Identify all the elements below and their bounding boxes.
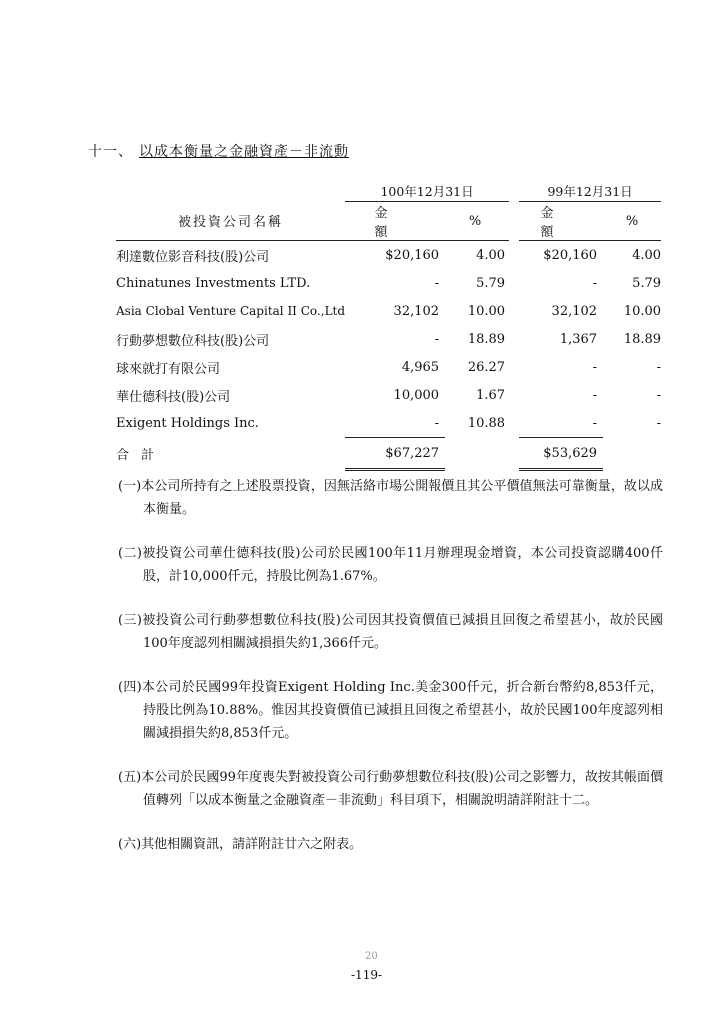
year-header-2011: 100年12月31日 xyxy=(345,181,509,202)
table-row xyxy=(116,381,661,409)
total-amount-2011: $67,227 xyxy=(345,438,445,470)
year-header-2010: 99年12月31日 xyxy=(519,181,661,202)
total-amount-2010: $53,629 xyxy=(519,438,603,470)
table-row xyxy=(116,409,661,438)
amount-2010: 1,367 xyxy=(559,331,598,347)
company-name: 華仕德科技(股)公司 xyxy=(116,389,231,405)
section-heading xyxy=(88,141,349,161)
note-5: (五)本公司於民國99年度喪失對被投資公司行動夢想數位科技(股)公司之影響力，故按其帳面價值轉列「以成本衡量之金融資產－非流動」科目項下，相關說明請詳附註十二。 xyxy=(118,770,663,808)
percent-2011: 5.79 xyxy=(476,275,506,291)
page-number: -119- xyxy=(351,968,383,982)
company-name: Chinatunes Investments LTD. xyxy=(116,275,311,291)
company-name: Asia Clobal Venture Capital II Co.,Ltd xyxy=(116,304,346,318)
table-row xyxy=(116,353,661,381)
percent-2011: 10.88 xyxy=(467,415,506,431)
percent-2010: - xyxy=(656,415,662,431)
amount-2011: 4,965 xyxy=(401,359,440,375)
amount-header-2010: 金 額 xyxy=(519,202,603,241)
secondary-page-number: 20 xyxy=(365,951,378,962)
investment-table xyxy=(116,181,661,471)
percent-2011: 18.89 xyxy=(467,331,506,347)
amount-2010: - xyxy=(592,387,598,403)
amount-2011: - xyxy=(434,275,440,291)
company-name-header: 被投資公司名稱 xyxy=(116,202,345,241)
percent-2010: 10.00 xyxy=(623,303,662,319)
amount-2011: 10,000 xyxy=(393,387,440,403)
note-6: (六)其他相關資訊，請詳附註廿六之附表。 xyxy=(118,837,363,852)
section-number: 十一、 xyxy=(88,144,133,160)
amount-2010: $20,160 xyxy=(543,247,598,263)
note-2: (二)被投資公司華仕德科技(股)公司於民國100年11月辦理現金增資，本公司投資認購400仟股，計10,000仟元，持股比例為1.67%。 xyxy=(118,546,663,584)
column-header-row xyxy=(116,202,661,241)
table-row xyxy=(116,269,661,297)
section-title: 以成本衡量之金融資產－非流動 xyxy=(139,144,349,160)
note-4: (四)本公司於民國99年投資Exigent Holding Inc.美金300仟元，折合新台幣約8,853仟元，持股比例為10.88%。惟因其投資價值已減損且回復之希望甚小，故於民國100年度認列相關減損損失約8,853仟元。 xyxy=(118,680,663,741)
amount-2011: - xyxy=(434,415,440,431)
company-name: 球來就打有限公司 xyxy=(116,361,221,377)
total-label: 合計 xyxy=(116,448,167,463)
percent-2011: 1.67 xyxy=(476,387,506,403)
amount-2011: - xyxy=(434,331,440,347)
percent-2010: 4.00 xyxy=(632,247,662,263)
amount-2011: 32,102 xyxy=(393,303,440,319)
notes-section xyxy=(118,475,663,877)
company-name: 利達數位影音科技(股)公司 xyxy=(116,249,270,265)
amount-2010: - xyxy=(592,275,598,291)
amount-header-2011: 金 額 xyxy=(345,202,445,241)
table-row xyxy=(116,325,661,353)
table-row xyxy=(116,297,661,325)
percent-2010: 18.89 xyxy=(623,331,662,347)
year-header-row xyxy=(116,181,661,202)
percent-2010: - xyxy=(656,359,662,375)
amount-2010: - xyxy=(592,415,598,431)
table-row xyxy=(116,241,661,270)
note-3: (三)被投資公司行動夢想數位科技(股)公司因其投資價值已減損且回復之希望甚小，故於民國100年度認列相關減損損失約1,366仟元。 xyxy=(118,613,663,651)
company-name: 行動夢想數位科技(股)公司 xyxy=(116,333,270,349)
percent-header-2011: % xyxy=(445,202,509,241)
amount-2011: $20,160 xyxy=(385,247,440,263)
amount-2010: - xyxy=(592,359,598,375)
company-name: Exigent Holdings Inc. xyxy=(116,415,259,431)
amount-2010: 32,102 xyxy=(551,303,598,319)
percent-2010: 5.79 xyxy=(632,275,662,291)
percent-2010: - xyxy=(656,387,662,403)
percent-2011: 4.00 xyxy=(476,247,506,263)
note-1: (一)本公司所持有之上述股票投資，因無活絡市場公開報價且其公平價值無法可靠衡量，故以成本衡量。 xyxy=(118,479,663,517)
percent-2011: 26.27 xyxy=(467,359,506,375)
percent-header-2010: % xyxy=(603,202,661,241)
percent-2011: 10.00 xyxy=(467,303,506,319)
total-row xyxy=(116,438,661,470)
